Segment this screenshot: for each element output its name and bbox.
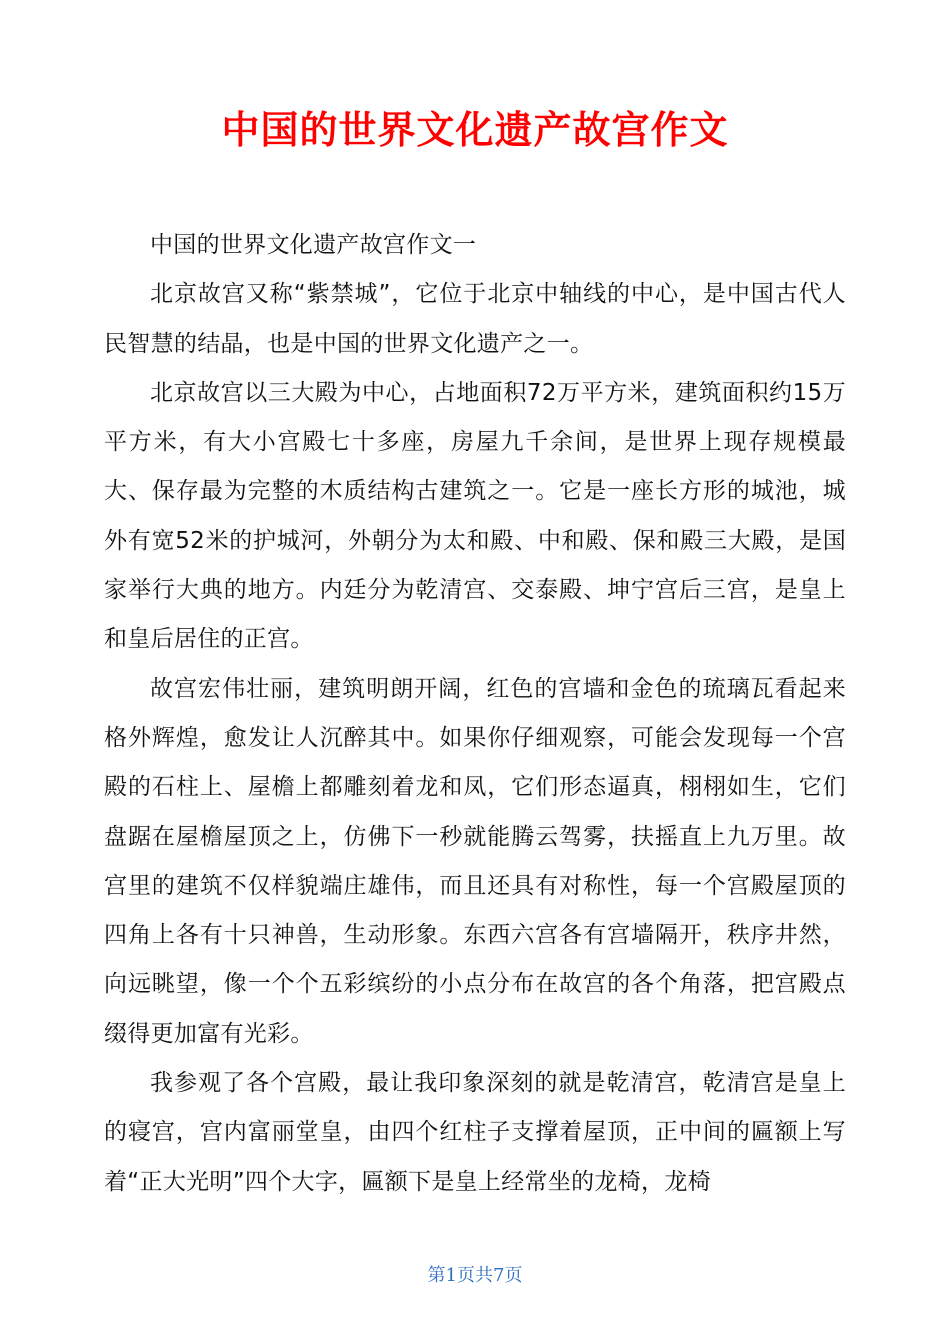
paragraph-4: 我参观了各个宫殿，最让我印象深刻的就是乾清宫，乾清宫是皇上的寝宫，宫内富丽堂皇，由四个红柱子支撑着屋顶，正中间的匾额上写着“正大光明”四个大字，匾额下是皇上经常坐的龙椅，龙椅 <box>104 1070 846 1195</box>
paragraph-1: 北京故宫又称“紫禁城”，它位于北京中轴线的中心，是中国古代人民智慧的结晶，也是中国的世界文化遗产之一。 <box>104 281 846 357</box>
document-body <box>104 221 846 1207</box>
section-heading: 中国的世界文化遗产故宫作文一 <box>150 232 477 258</box>
paragraph-2: 北京故宫以三大殿为中心，占地面积72万平方米，建筑面积约15万平方米，有大小宫殿七十多座，房屋九千余间，是世界上现存规模最大、保存最为完整的木质结构古建筑之一。它是一座长方形的城池，城外有宽52米的护城河，外朝分为太和殿、中和殿、保和殿三大殿，是国家举行大典的地方。内廷分为乾清宫、交泰殿、坤宁宫后三宫，是皇上和皇后居住的正宫。 <box>104 379 846 653</box>
document-title: 中国的世界文化遗产故宫作文 <box>221 108 729 152</box>
paragraph-3: 故宫宏伟壮丽，建筑明朗开阔，红色的宫墙和金色的琉璃瓦看起来格外辉煌，愈发让人沉醉其中。如果你仔细观察，可能会发现每一个宫殿的石柱上、屋檐上都雕刻着龙和凤，它们形态逼真，栩栩如生，它们盘踞在屋檐屋顶之上，仿佛下一秒就能腾云驾雾，扶摇直上九万里。故宫里的建筑不仅样貌端庄雄伟，而且还具有对称性，每一个宫殿屋顶的四角上各有十只神兽，生动形象。东西六宫各有宫墙隔开，秩序井然，向远眺望，像一个个五彩缤纷的小点分布在故宫的各个角落，把宫殿点缀得更加富有光彩。 <box>104 675 846 1047</box>
page-number-footer: 第1页共7页 <box>427 1265 523 1286</box>
